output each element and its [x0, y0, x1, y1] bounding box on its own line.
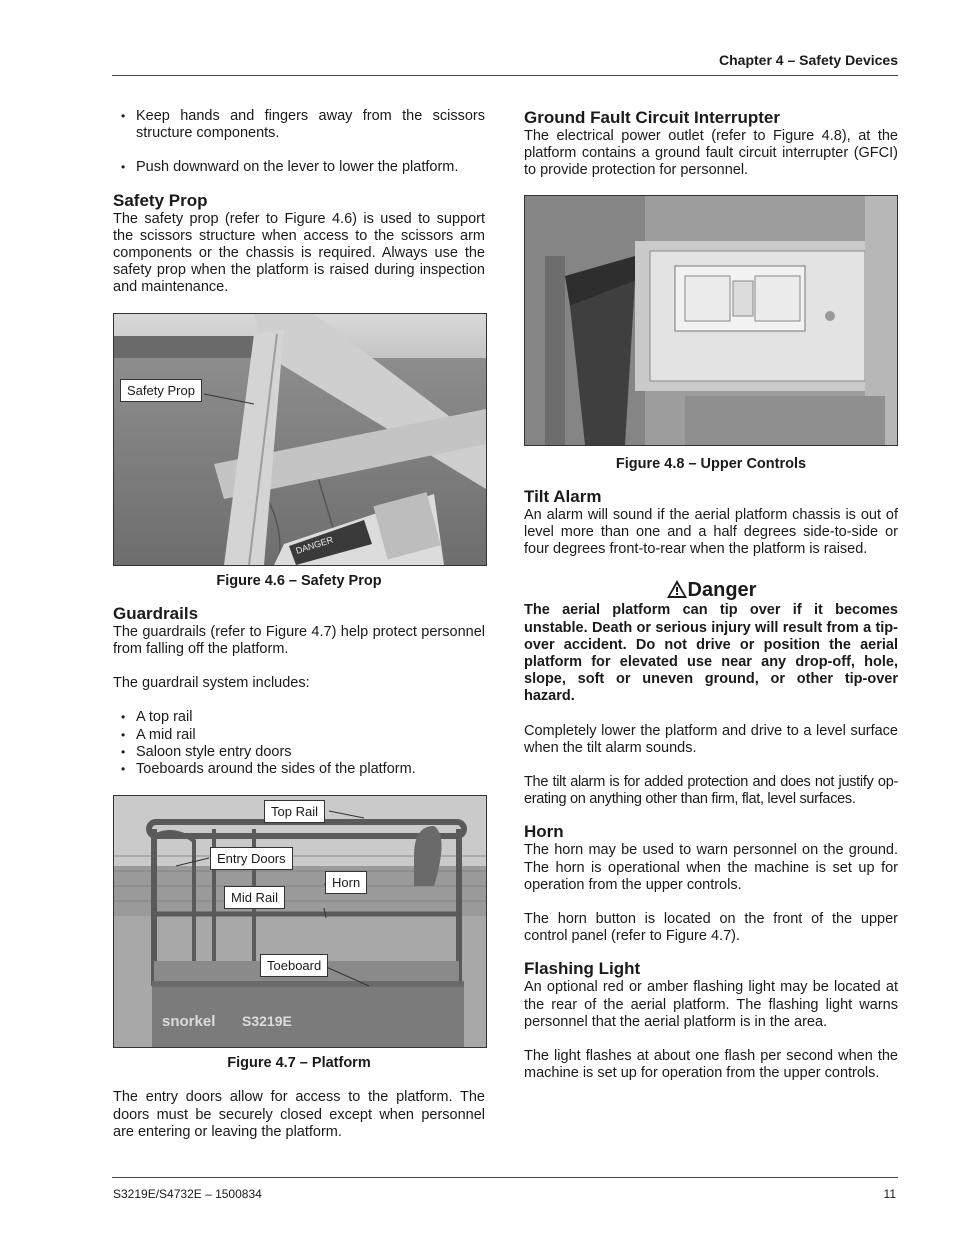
figure-4-6-photo: [113, 313, 487, 566]
figure-4-7-caption: Figure 4.7 – Platform: [227, 1055, 371, 1072]
model-decal: S3219E: [242, 1013, 292, 1030]
tilt-lower-text: Completely lower the platform and drive to a level surface when the tilt alarm sounds.: [524, 722, 898, 756]
bullet-push-lever: • Push downward on the lever to lower the platform.: [113, 159, 485, 176]
guardrail-item: • A top rail: [113, 709, 485, 726]
horn-callout: Horn: [325, 871, 367, 894]
flashing-text-2: The light flashes at about one flash per second when the machine is set up for operation from the upper controls.: [524, 1048, 898, 1082]
gfci-text: The electrical power outlet (refer to Figure 4.8), at the platform contains a ground fault circuit interrupter (GFCI) to provide protection for personnel.: [524, 128, 898, 179]
gfci-heading: Ground Fault Circuit Interrupter: [524, 108, 780, 127]
horn-text-1: The horn may be used to warn personnel on the ground. The horn is operational when the machine is set up for operation from the upper controls.: [524, 842, 898, 893]
toeboard-callout: Toeboard: [260, 954, 328, 977]
flashing-light-heading: Flashing Light: [524, 959, 641, 979]
footer-rule: [112, 1177, 898, 1178]
tilt-alarm-text: An alarm will sound if the aerial platform chassis is out of level more than one and a half degrees side-to-side or four degrees front-to-rear when the platform is raised.: [524, 506, 898, 558]
danger-decal-text: DANGER: [294, 534, 335, 556]
guardrail-intro: The guardrail system includes:: [113, 675, 310, 692]
warning-triangle-icon: [666, 579, 688, 599]
chapter-header: Chapter 4 – Safety Devices: [719, 52, 898, 68]
figure-4-8-caption: Figure 4.8 – Upper Controls: [615, 455, 807, 472]
entry-doors-callout: Entry Doors: [210, 847, 293, 870]
guardrail-item: • Saloon style entry doors: [113, 744, 485, 761]
entry-doors-text: The entry doors allow for access to the platform. The doors must be securely closed except when personnel are entering or leaving the platform.: [113, 1089, 485, 1140]
page-number: 11: [883, 1187, 896, 1201]
snorkel-logo: snorkel: [162, 1013, 216, 1031]
document-number: S3219E/S4732E – 1500834: [113, 1187, 262, 1201]
danger-warning: The aerial platform can tip over if it becomes unstable. Death or serious injury will result from a tip-over accident. Do not drive or position the aerial platform for elevated use near any drop-off, hole, slope, soft or uneven ground, or other tip-over hazard.: [524, 602, 898, 705]
horn-text-2: The horn button is located on the front of the upper control panel (refer to Figure 4.7).: [524, 911, 898, 945]
figure-4-8-photo: [524, 195, 898, 446]
safety-prop-callout: Safety Prop: [120, 379, 202, 402]
mid-rail-callout: Mid Rail: [224, 886, 285, 909]
safety-prop-heading: Safety Prop: [113, 190, 208, 210]
guardrail-item: • A mid rail: [113, 727, 485, 744]
bullet-keep-hands: • Keep hands and fingers away from the scissors structure components.: [113, 108, 485, 142]
lowering-bullets: [113, 108, 485, 177]
left-column: [113, 108, 485, 1141]
gfci-outlet-photo: [525, 196, 897, 445]
horn-heading: Horn: [524, 822, 564, 842]
safety-prop-photo: [114, 314, 486, 565]
danger-heading: [524, 578, 898, 602]
top-rail-callout: Top Rail: [264, 800, 325, 823]
figure-4-6-caption: Figure 4.6 – Safety Prop: [216, 572, 382, 589]
header-rule: [112, 75, 898, 76]
flashing-text-1: An optional red or amber flashing light may be located at the rear of the aerial platform. The flashing light warns personnel that the aerial platform is in the area.: [524, 979, 898, 1030]
tilt-protection-text: The tilt alarm is for added protection and does not justify op-erating on anything other than firm, flat, level surfaces.: [524, 774, 898, 808]
guardrails-text: The guardrails (refer to Figure 4.7) help protect personnel from falling off the platform.: [113, 623, 485, 658]
figure-4-7-photo: [113, 795, 487, 1048]
right-column: [524, 108, 898, 1082]
guardrail-item: • Toeboards around the sides of the platform.: [113, 761, 485, 778]
tilt-alarm-heading: Tilt Alarm: [524, 486, 602, 506]
guardrail-items: [113, 709, 485, 778]
danger-title: Danger: [687, 579, 757, 602]
safety-prop-text: The safety prop (refer to Figure 4.6) is used to support the scissors structure when access to the scissors arm components or the chassis is required. Always use the safety prop when the platform is raised during inspection and maintenance.: [113, 210, 485, 296]
platform-photo: [114, 796, 486, 1047]
guardrails-heading: Guardrails: [113, 603, 199, 623]
